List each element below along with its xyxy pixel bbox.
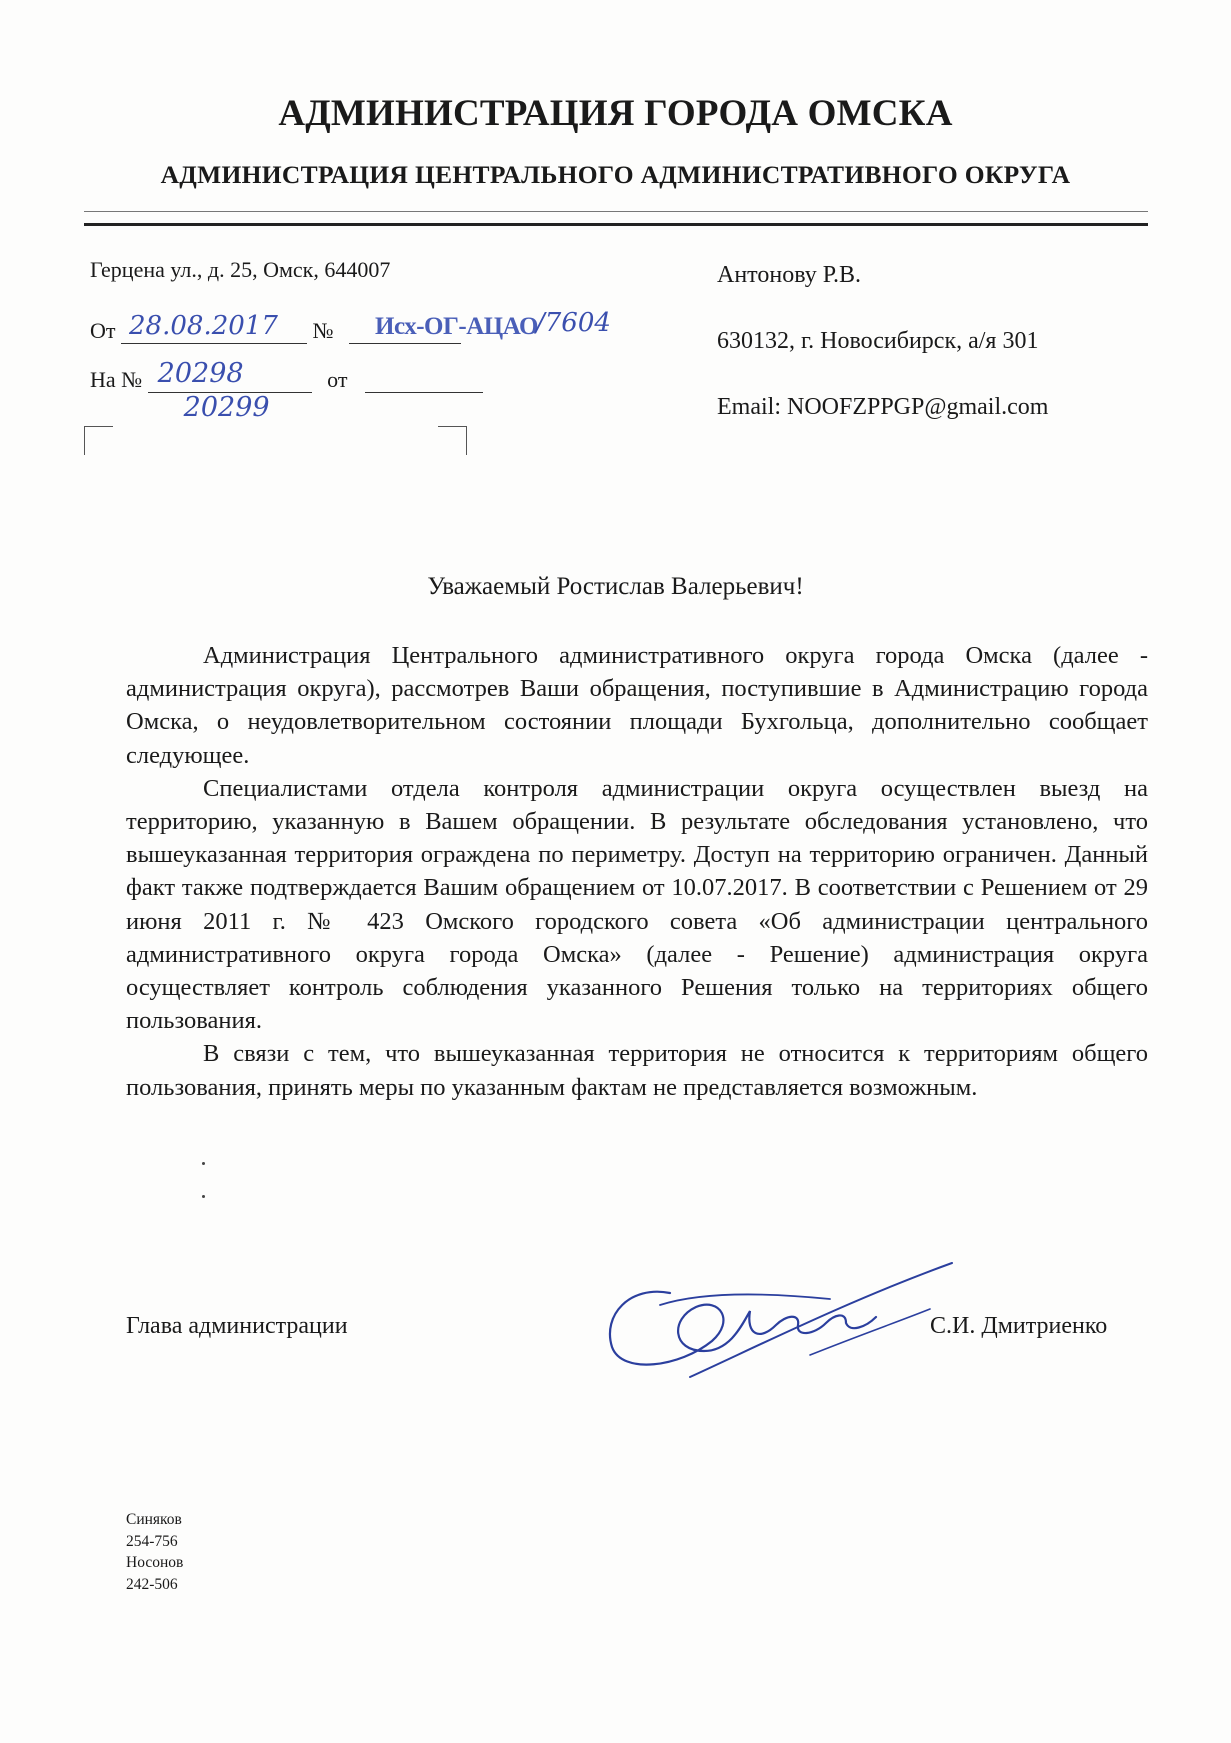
executor-line: Носонов [126,1554,184,1571]
outgoing-number-handwritten: /7604 [536,308,611,338]
reply-number-handwritten-2: 20299 [183,392,270,423]
reply-date-field [365,368,483,393]
address-bracket-left [84,426,113,455]
from-date-handwritten: 28.08.2017 [129,311,278,341]
executors-block [126,1509,183,1595]
mark-dot [202,1195,205,1198]
mark-dot [202,1162,205,1165]
signatory-name: С.И. Дмитриенко [930,1313,1108,1339]
signatory-position: Глава администрации [126,1313,348,1339]
outgoing-reference [90,308,611,344]
department-title: АДМИНИСТРАЦИЯ ЦЕНТРАЛЬНОГО АДМИНИСТРАТИВНОГО ОКРУГА [160,160,1071,189]
body-paragraph: Специалистами отдела контроля администрации округа осуществлен выезд на территорию, указанную в Вашем обращении. В результате обследования установлено, что вышеуказанная территория ограждена по периметру. Доступ на территорию ограничен. Данный факт также подтверждается Вашим обращением от 10.07.2017. В соответствии с Решением от 29 июня 2011 г. № 423 Омского городского совета «Об администрации центрального административного округа города Омска» (далее - Решение) администрация округа осуществляет контроль соблюдения указанного Решения только на территориях общего пользования. [126,774,1148,1035]
incoming-reference [90,358,483,423]
recipient-name: Антонову Р.В. [717,262,862,288]
salutation: Уважаемый Ростислав Валерьевич! [427,573,804,600]
executor-line: 254-756 [126,1532,178,1550]
header-rule-thin [84,211,1148,212]
recipient-email: Email: NOOFZPPGP@gmail.com [717,394,1049,420]
reply-number-handwritten-1: 20298 [157,358,244,389]
from-label: От [90,318,116,343]
executor-line: Синяков [126,1511,182,1528]
header-rule-thick [84,223,1148,226]
executor-line: 242-506 [126,1575,178,1593]
recipient-address: 630132, г. Новосибирск, а/я 301 [717,328,1039,354]
organization-title: АДМИНИСТРАЦИЯ ГОРОДА ОМСКА [278,93,953,134]
reply-number-field [148,358,312,423]
reply-number-label: На № [90,367,143,392]
address-bracket-right [438,426,467,455]
outgoing-number-field [349,313,538,344]
letter-body [126,639,1148,1104]
reply-date-label: от [327,367,348,392]
handwritten-signature [600,1255,960,1385]
outgoing-number-stamp: Исх-ОГ-АЦАО [375,313,538,340]
body-paragraph: В связи с тем, что вышеуказанная территория не относится к территориям общего пользования, принять меры по указанным фактам не представляется возможным. [126,1040,1148,1101]
sender-address: Герцена ул., д. 25, Омск, 644007 [90,257,391,282]
number-label: № [312,318,334,343]
from-date-field [121,311,307,344]
body-paragraph: Администрация Центрального административного округа города Омска (далее - администрация округа), рассмотрев Ваши обращения, поступившие в Администрацию города Омска, о неудовлетворительном состоянии площади Бухгольца, дополнительно сообщает следующее. [126,642,1148,769]
